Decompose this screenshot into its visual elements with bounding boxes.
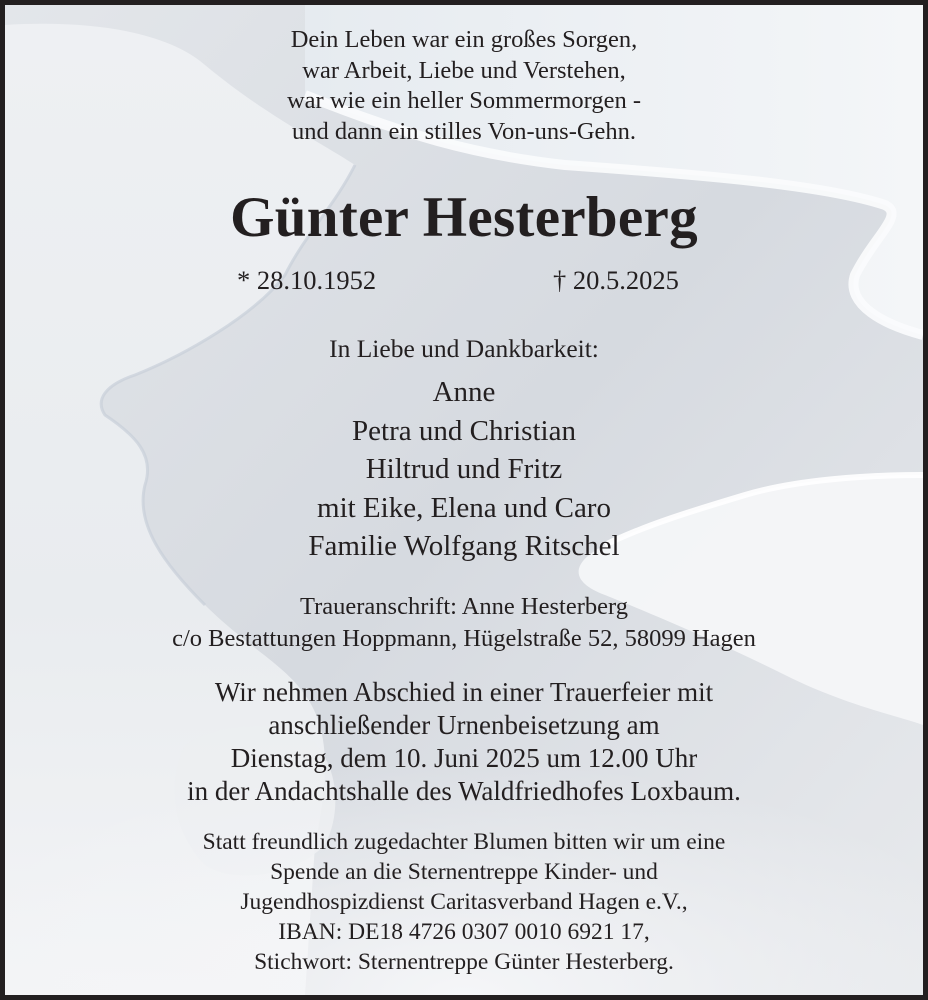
address-line: Traueranschrift: Anne Hesterberg (300, 593, 628, 620)
donation-request (5, 827, 923, 977)
mourners-list (5, 373, 923, 566)
mourner-name: Anne (432, 376, 496, 408)
donation-keyword: Stichwort: Sternentreppe Günter Hesterberg. (254, 949, 674, 975)
poem-line: Dein Leben war ein großes Sorgen, (290, 26, 638, 53)
deceased-name: Günter Hesterberg (230, 186, 698, 249)
obituary-canvas (5, 5, 923, 995)
poem-line: und dann ein stilles Von-uns-Gehn. (291, 117, 637, 145)
birth-date: * 28.10.1952 (237, 265, 377, 295)
mourning-address (5, 591, 923, 654)
mourner-name: mit Eike, Elena und Caro (317, 491, 611, 524)
mourner-name: Petra und Christian (352, 414, 576, 447)
donation-line: Statt freundlich zugedachter Blumen bitten wir um eine (202, 829, 726, 855)
poem (5, 25, 923, 147)
poem-line: war Arbeit, Liebe und Verstehen, (302, 56, 626, 84)
mourners-intro: In Liebe und Dankbarkeit: (329, 334, 599, 363)
address-line: c/o Bestattungen Hoppmann, Hügelstraße 52, 58099 Hagen (172, 624, 756, 652)
ceremony-line: Wir nehmen Abschied in einer Trauerfeier mit (214, 677, 714, 707)
death-date: † 20.5.2025 (553, 265, 679, 295)
donation-line: Spende an die Sternentreppe Kinder- und (270, 859, 658, 885)
obituary-content (5, 5, 923, 995)
donation-iban: IBAN: DE18 4726 0307 0010 6921 17, (278, 919, 650, 945)
poem-line: war wie ein heller Sommermorgen - (286, 87, 641, 114)
mourner-name: Familie Wolfgang Ritschel (308, 530, 620, 562)
ceremony-line: Dienstag, dem 10. Juni 2025 um 12.00 Uhr (230, 743, 698, 773)
ceremony-line: in der Andachtshalle des Waldfriedhofes Loxbaum. (187, 776, 741, 806)
donation-line: Jugendhospizdienst Caritasverband Hagen e.V., (240, 889, 688, 915)
ceremony-line: anschließender Urnenbeisetzung am (268, 710, 660, 740)
ceremony-info (5, 676, 923, 808)
mourner-name: Hiltrud und Fritz (365, 453, 563, 485)
